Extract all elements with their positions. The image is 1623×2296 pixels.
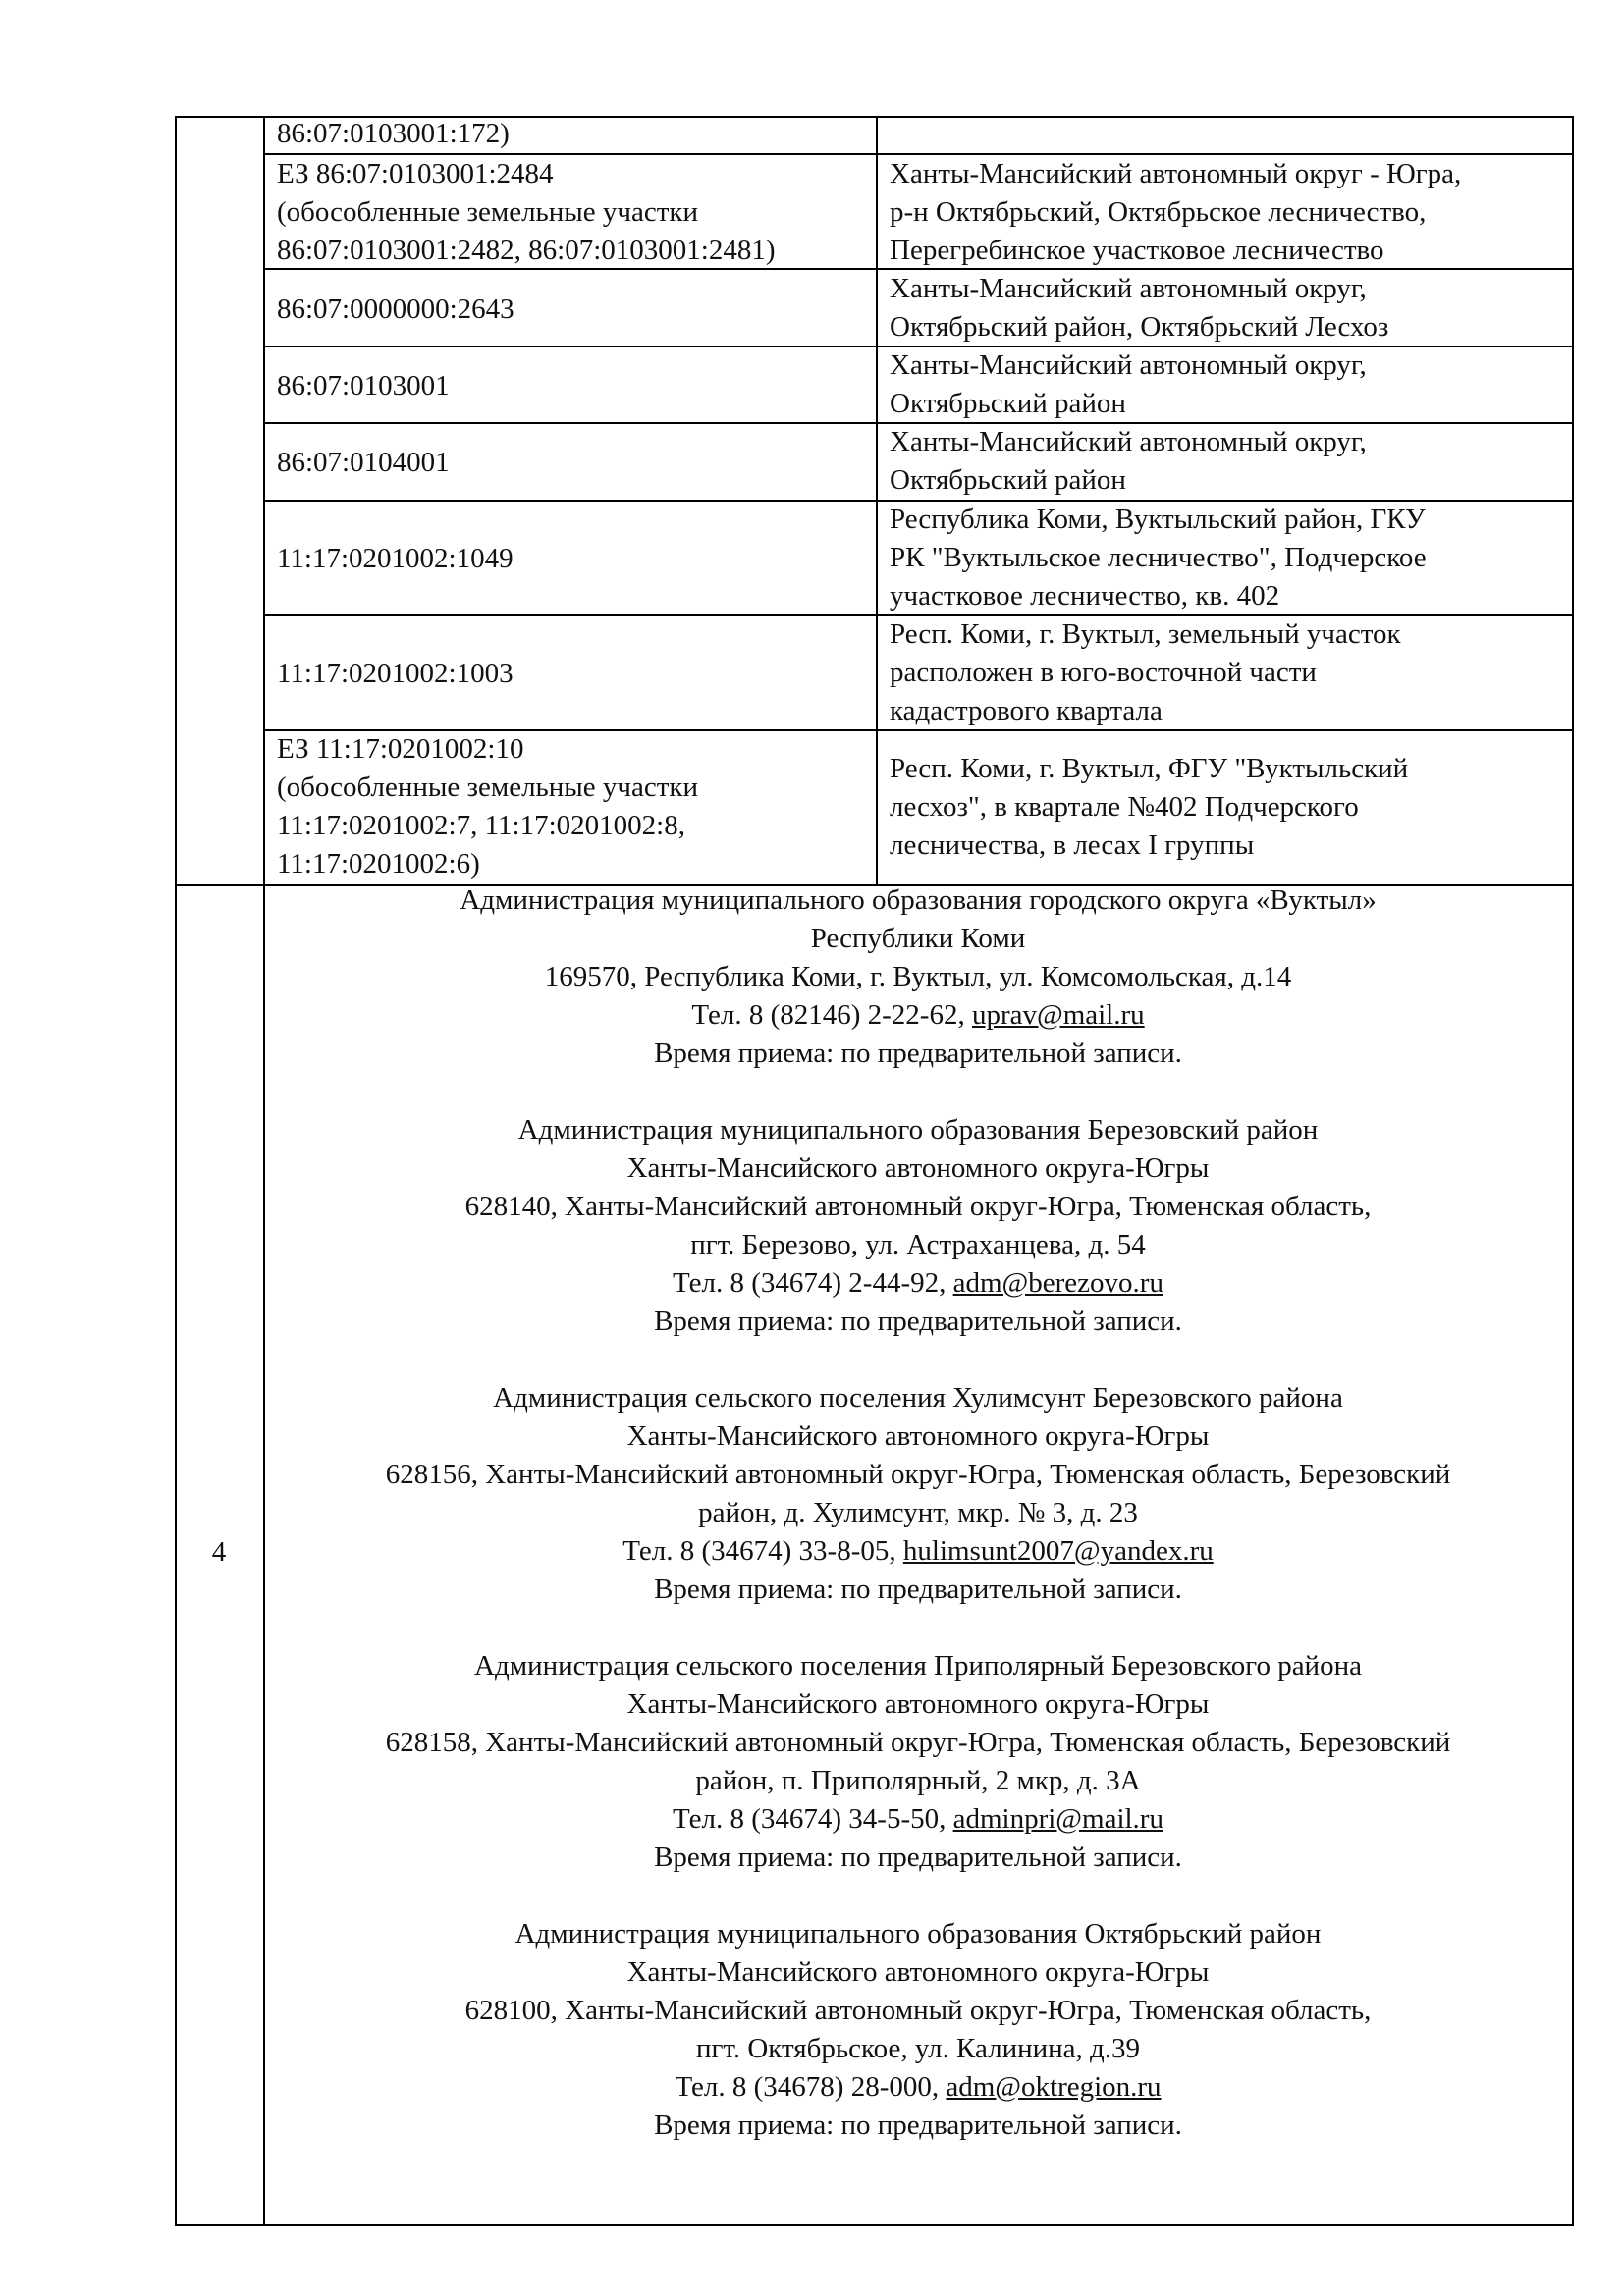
org-name: Администрация муниципального образования Березовский район <box>517 1114 1319 1146</box>
org-address-cont: пгт. Октябрьское, ул. Калинина, д.39 <box>695 2033 1141 2064</box>
cadastral-cell: ЕЗ 86:07:0103001:2484 (обособленные земельные участки 86:07:0103001:2482, 86:07:0103001:2481) <box>277 158 776 266</box>
table-border-bottom <box>175 2224 1574 2226</box>
phone-line <box>265 996 1571 1035</box>
email-link[interactable]: hulimsunt2007@yandex.ru <box>902 1535 1214 1567</box>
cadastral-cell: 86:07:0103001 <box>277 370 450 401</box>
address-cell: Ханты-Мансийский автономный округ, Октябрьский район <box>890 426 1367 496</box>
phone-text: Тел. 8 (34674) 33-8-05, <box>622 1535 903 1567</box>
reception-hours: Время приема: по предварительной записи. <box>654 2109 1182 2141</box>
org-name-cont: Ханты-Мансийского автономного округа-Югры <box>626 1420 1210 1452</box>
org-address: 628140, Ханты-Мансийский автономный округ-Югра, Тюменская область, <box>464 1191 1372 1222</box>
reception-hours: Время приема: по предварительной записи. <box>654 1842 1182 1873</box>
address-cell: Республика Коми, Вуктыльский район, ГКУ РК "Вуктыльское лесничество", Подчерское участковое лесничество, кв. 402 <box>890 504 1427 612</box>
cadastral-cell: 86:07:0103001:172) <box>277 118 510 149</box>
phone-line <box>265 2068 1571 2107</box>
org-address: 628158, Ханты-Мансийский автономный округ-Югра, Тюменская область, Березовский <box>385 1727 1451 1758</box>
blank-line <box>265 1877 1571 1915</box>
reception-hours: Время приема: по предварительной записи. <box>654 1574 1182 1605</box>
cadastral-cell: 11:17:0201002:1003 <box>277 658 514 689</box>
blank-line <box>265 1341 1571 1379</box>
blank-line <box>265 1609 1571 1647</box>
reception-hours: Время приема: по предварительной записи. <box>654 1038 1182 1069</box>
cadastral-cell: 86:07:0104001 <box>277 447 450 478</box>
phone-line <box>265 1800 1571 1839</box>
email-link[interactable]: adm@berezovo.ru <box>952 1267 1163 1299</box>
phone-text: Тел. 8 (34674) 34-5-50, <box>673 1803 953 1835</box>
phone-text: Тел. 8 (34674) 2-44-92, <box>673 1267 953 1299</box>
org-name: Администрация муниципального образования Октябрьский район <box>514 1918 1322 1949</box>
cadastral-cell: 11:17:0201002:1049 <box>277 543 514 574</box>
org-name: Администрация сельского поселения Приполярный Березовского района <box>474 1650 1362 1682</box>
address-cell: Ханты-Мансийский автономный округ - Югра, р-н Октябрьский, Октябрьское лесничество, Перегребинское участковое лесничество <box>890 158 1462 266</box>
contact-list <box>265 881 1571 2145</box>
address-cell: Ханты-Мансийский автономный округ, Октябрьский район, Октябрьский Лесхоз <box>890 273 1389 343</box>
reception-hours: Время приема: по предварительной записи. <box>654 1306 1182 1337</box>
cadastral-cell: 86:07:0000000:2643 <box>277 294 514 325</box>
address-cell: Респ. Коми, г. Вуктыл, земельный участок расположен в юго-восточной части кадастрового квартала <box>890 618 1401 726</box>
email-link[interactable]: adminpri@mail.ru <box>952 1803 1163 1835</box>
org-address: 628156, Ханты-Мансийский автономный округ-Югра, Тюменская область, Березовский <box>385 1459 1451 1490</box>
org-address-cont: район, п. Приполярный, 2 мкр, д. 3А <box>695 1765 1141 1796</box>
table-border-right <box>1572 116 1574 2226</box>
org-name-cont: Республики Коми <box>810 923 1026 954</box>
address-cell: Ханты-Мансийский автономный округ, Октябрьский район <box>890 349 1367 419</box>
phone-line <box>265 1532 1571 1571</box>
org-address: 169570, Республика Коми, г. Вуктыл, ул. Комсомольская, д.14 <box>544 961 1292 992</box>
blank-line <box>265 1073 1571 1111</box>
org-address: 628100, Ханты-Мансийский автономный округ-Югра, Тюменская область, <box>464 1995 1372 2026</box>
phone-text: Тел. 8 (34678) 28-000, <box>675 2071 947 2103</box>
phone-line <box>265 1264 1571 1303</box>
row-number: 4 <box>211 1536 227 1568</box>
phone-text: Тел. 8 (82146) 2-22-62, <box>691 999 972 1031</box>
cadastral-cell: ЕЗ 11:17:0201002:10 (обособленные земельные участки 11:17:0201002:7, 11:17:0201002:8, 11:17:0201002:6) <box>277 733 699 880</box>
org-name: Администрация муниципального образования городского округа «Вуктыл» <box>460 884 1377 916</box>
org-name-cont: Ханты-Мансийского автономного округа-Югры <box>626 1956 1210 1988</box>
table-border-left <box>175 116 177 2226</box>
org-address-cont: пгт. Березово, ул. Астраханцева, д. 54 <box>690 1229 1146 1260</box>
email-link[interactable]: adm@oktregion.ru <box>946 2071 1162 2103</box>
org-name: Администрация сельского поселения Хулимсунт Березовского района <box>493 1382 1343 1414</box>
org-name-cont: Ханты-Мансийского автономного округа-Югры <box>626 1152 1210 1184</box>
org-name-cont: Ханты-Мансийского автономного округа-Югры <box>626 1688 1210 1720</box>
email-link[interactable]: uprav@mail.ru <box>971 999 1145 1031</box>
address-cell: Респ. Коми, г. Вуктыл, ФГУ "Вуктыльский лесхоз", в квартале №402 Подчерского лесничества, в лесах I группы <box>890 753 1409 861</box>
org-address-cont: район, д. Хулимсунт, мкр. № 3, д. 23 <box>698 1497 1138 1528</box>
